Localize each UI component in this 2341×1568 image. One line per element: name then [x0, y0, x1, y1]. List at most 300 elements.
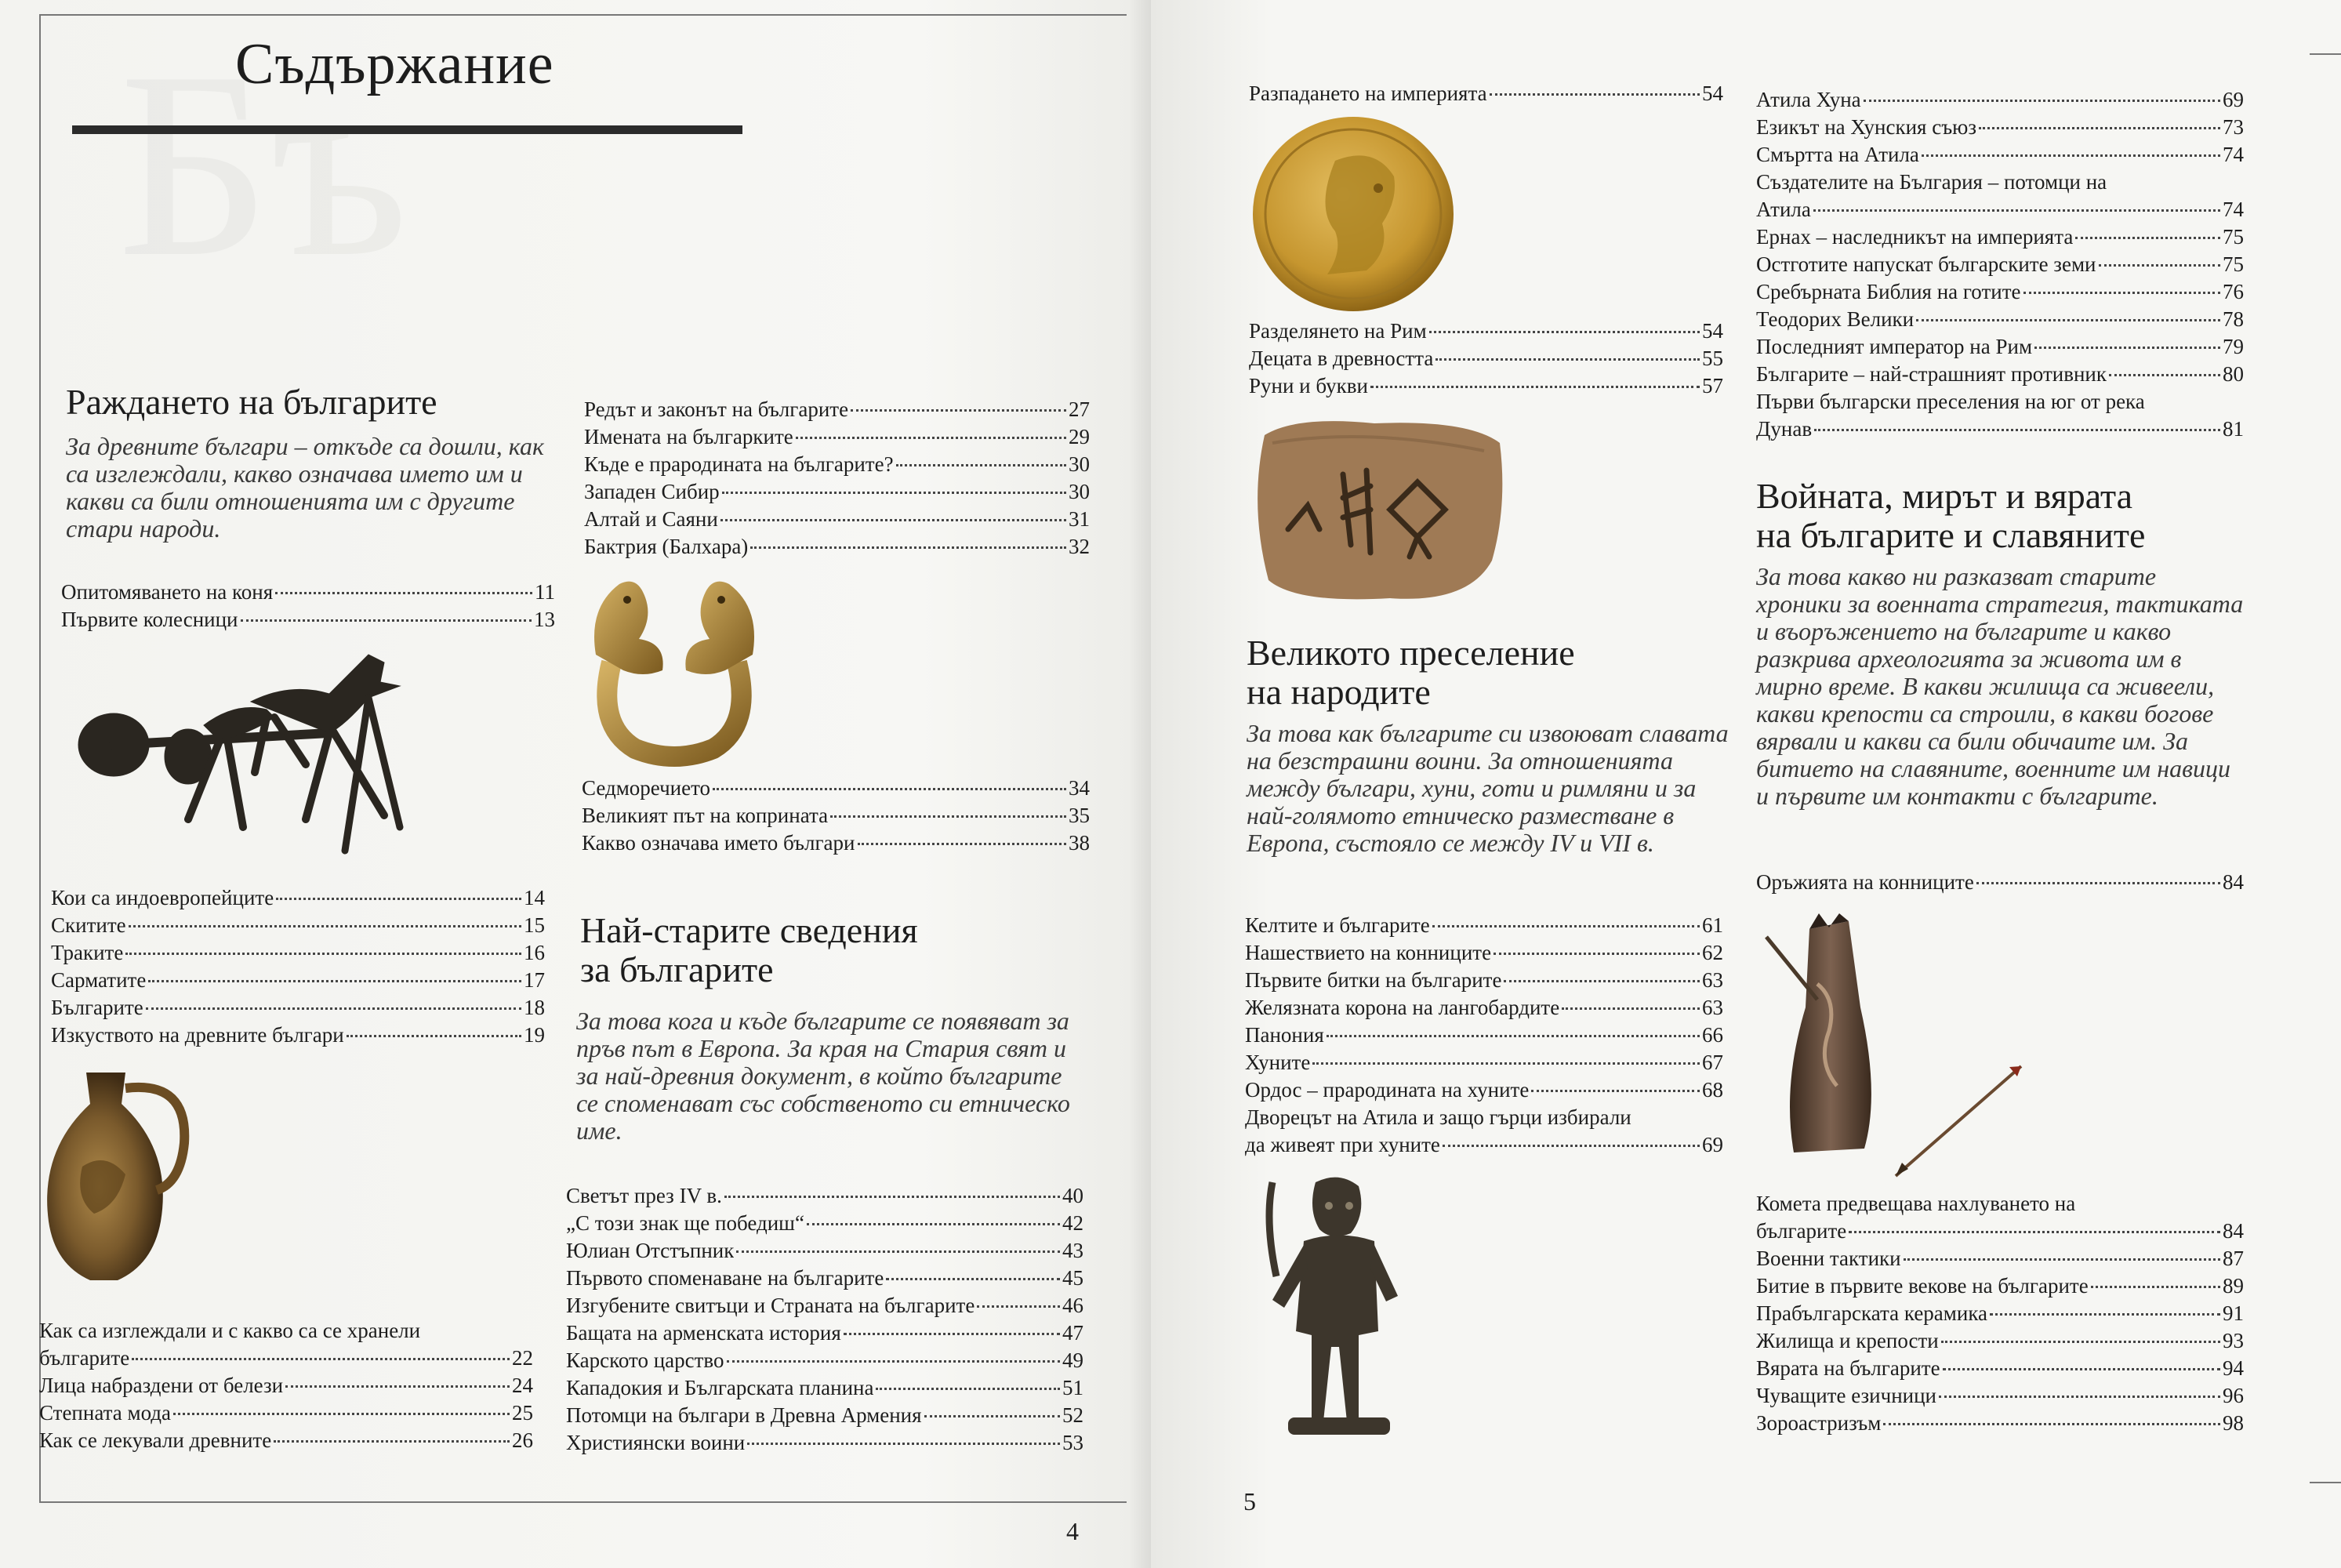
toc-dot-leader — [747, 1443, 1060, 1445]
toc-entry-title: Децата в древността — [1249, 347, 1434, 370]
toc-entry-row — [51, 884, 545, 912]
toc-entry[interactable] — [1756, 1382, 2244, 1410]
toc-entry-page: 51 — [1062, 1376, 1083, 1399]
toc-entry[interactable] — [1756, 1272, 2244, 1300]
toc-group-c — [39, 1317, 533, 1454]
toc-entry-row — [1245, 967, 1723, 994]
toc-entry-title: Изгубените свитъци и Страната на българите — [566, 1294, 975, 1317]
toc-entry-title: Чуващите езичници — [1756, 1384, 1937, 1407]
toc-entry-page: 73 — [2223, 115, 2244, 139]
section-title-war — [1756, 477, 2145, 555]
toc-entry[interactable] — [39, 1427, 533, 1454]
toc-entry-row — [1249, 345, 1723, 372]
toc-entry-row — [1756, 333, 2244, 361]
toc-entry-page: 93 — [2223, 1329, 2244, 1352]
toc-entry-page: 69 — [2223, 88, 2244, 111]
toc-entry[interactable] — [566, 1292, 1083, 1319]
toc-dot-leader — [1941, 1341, 2220, 1343]
toc-dot-leader — [1494, 953, 1700, 955]
toc-entry-page: 68 — [1702, 1078, 1723, 1102]
toc-entry[interactable] — [1756, 1355, 2244, 1382]
toc-dot-leader — [1327, 1035, 1700, 1037]
toc-dot-leader — [713, 788, 1066, 790]
toc-entry-title: Ернах – наследникът на империята — [1756, 225, 2074, 249]
toc-entry[interactable] — [1245, 1104, 1723, 1159]
toc-entry-row — [61, 579, 555, 606]
toc-entry-page: 16 — [524, 941, 545, 964]
toc-entry-row — [51, 994, 545, 1022]
toc-entry-title: българите — [1756, 1219, 1847, 1243]
toc-dot-leader — [1990, 1313, 2220, 1316]
toc-entry-row — [1756, 86, 2244, 114]
toc-dot-leader — [1531, 1090, 1700, 1092]
toc-entry-title: Келтите и българите — [1245, 913, 1430, 937]
toc-entry[interactable] — [566, 1402, 1083, 1429]
toc-entry-title: Западен Сибир — [584, 480, 720, 503]
toc-dot-leader — [844, 1333, 1060, 1335]
toc-entry-title: Какво означава името българи — [582, 831, 855, 855]
toc-entry-row — [584, 396, 1090, 423]
toc-dot-leader — [1435, 358, 1700, 361]
quiver-arrow-image — [1762, 913, 2029, 1180]
toc-entry-page: 75 — [2223, 225, 2244, 249]
toc-entry-page: 61 — [1702, 913, 1723, 937]
toc-entry[interactable] — [1756, 86, 2244, 114]
title-rule — [72, 125, 742, 134]
toc-entry[interactable] — [51, 1022, 545, 1049]
toc-entry[interactable] — [566, 1210, 1083, 1237]
toc-entry-row — [1245, 1049, 1723, 1076]
toc-entry[interactable] — [51, 967, 545, 994]
toc-entry-page: 46 — [1062, 1294, 1083, 1317]
section-title-oldest-line2: за българите — [580, 949, 774, 989]
toc-entry-title: Дунав — [1756, 417, 1813, 441]
toc-group-b — [51, 884, 545, 1049]
toc-group-j — [1756, 86, 2244, 443]
toc-entry-row — [1245, 1022, 1723, 1049]
toc-entry-row — [584, 506, 1090, 533]
toc-entry[interactable] — [1245, 967, 1723, 994]
toc-entry[interactable] — [566, 1319, 1083, 1347]
section-desc-migration: За това как българите си извоюват славата на безстрашни воини. За отношенията между българи, хуни, готи и римляни и за най-голямото етническо разместване в Европа, състояло се между IV и VII в. — [1247, 719, 1729, 857]
toc-entry[interactable] — [39, 1399, 533, 1427]
toc-dot-leader — [274, 1440, 510, 1443]
toc-entry-title: Опитомяването на коня — [61, 580, 274, 604]
toc-entry[interactable] — [582, 802, 1090, 829]
toc-entry-page: 96 — [2223, 1384, 2244, 1407]
toc-dot-leader — [129, 925, 521, 927]
toc-entry[interactable] — [1756, 1300, 2244, 1327]
toc-entry-title: Траките — [51, 941, 124, 964]
toc-group-k — [1756, 869, 2244, 896]
toc-entry-title: Вярата на българите — [1756, 1356, 1940, 1380]
toc-entry-page: 80 — [2223, 362, 2244, 386]
toc-entry-title: Потомци на българи в Древна Армения — [566, 1403, 922, 1427]
toc-dot-leader — [1443, 1145, 1700, 1147]
toc-entry[interactable] — [566, 1347, 1083, 1374]
toc-entry-title: Имената на българките — [584, 425, 793, 448]
toc-dot-leader — [1504, 980, 1700, 982]
toc-entry[interactable] — [582, 775, 1090, 802]
toc-entry-row — [61, 606, 555, 633]
toc-entry-page: 81 — [2223, 417, 2244, 441]
toc-entry[interactable] — [39, 1372, 533, 1399]
toc-entry-title: Ордос – прародината на хуните — [1245, 1078, 1530, 1102]
toc-entry[interactable] — [584, 396, 1090, 423]
toc-entry-title: Скитите — [51, 913, 126, 937]
toc-entry-title: Разделянето на Рим — [1249, 319, 1427, 343]
toc-dot-leader — [146, 1007, 521, 1010]
section-title-birth: Раждането на българите — [66, 382, 437, 422]
toc-entry-page: 30 — [1069, 452, 1090, 476]
left-page — [0, 0, 1151, 1568]
toc-entry[interactable] — [1756, 1245, 2244, 1272]
toc-dot-leader — [2109, 374, 2220, 376]
toc-entry-row — [1756, 1272, 2244, 1300]
toc-entry[interactable] — [1756, 869, 2244, 896]
toc-entry-row — [1756, 416, 2244, 443]
toc-entry-row — [584, 451, 1090, 478]
toc-entry-title: Атила Хуна — [1756, 88, 1861, 111]
toc-entry-title: Прабългарската керамика — [1756, 1301, 1988, 1325]
toc-entry[interactable] — [1249, 80, 1723, 107]
toc-dot-leader — [796, 437, 1066, 439]
toc-entry-title: Последният император на Рим — [1756, 335, 2033, 358]
toc-entry-title: Разпадането на империята — [1249, 82, 1487, 105]
toc-entry-title: да живеят при хуните — [1245, 1133, 1440, 1156]
toc-entry-page: 24 — [512, 1374, 533, 1397]
page-number-left: 4 — [1066, 1517, 1079, 1545]
toc-entry-title: Смъртта на Атила — [1756, 143, 1919, 166]
section-title-oldest — [580, 911, 918, 989]
toc-dot-leader — [1370, 386, 1700, 388]
toc-entry-page: 53 — [1062, 1431, 1083, 1454]
toc-entry-title: Военни тактики — [1756, 1247, 1901, 1270]
toc-entry[interactable] — [566, 1429, 1083, 1457]
toc-entry-title: Християнски воини — [566, 1431, 746, 1454]
toc-entry-page: 84 — [2223, 870, 2244, 894]
toc-entry-title: Първите битки на българите — [1245, 968, 1502, 992]
toc-entry-row — [39, 1345, 533, 1372]
toc-entry[interactable] — [1245, 1049, 1723, 1076]
toc-entry-row — [584, 478, 1090, 506]
toc-entry-row — [582, 829, 1090, 857]
toc-entry-page: 14 — [524, 886, 545, 909]
toc-entry-title: Българите – най-страшният противник — [1756, 362, 2107, 386]
toc-entry[interactable] — [1756, 388, 2244, 443]
toc-entry-row — [566, 1402, 1083, 1429]
toc-entry-page: 13 — [534, 608, 555, 631]
toc-entry-title: Сарматите — [51, 968, 147, 992]
toc-entry[interactable] — [566, 1237, 1083, 1265]
toc-entry[interactable] — [1756, 306, 2244, 333]
toc-entry-row — [1756, 223, 2244, 251]
toc-entry[interactable] — [566, 1182, 1083, 1210]
toc-entry-title: Руни и букви — [1249, 374, 1368, 397]
toc-entry-title: Жилища и крепости — [1756, 1329, 1939, 1352]
toc-entry-page: 22 — [512, 1346, 533, 1370]
toc-entry-row — [1249, 80, 1723, 107]
toc-entry-row — [1756, 306, 2244, 333]
toc-entry-title: Изкуството на древните българи — [51, 1023, 344, 1047]
toc-entry[interactable] — [1756, 141, 2244, 169]
toc-entry-title: Алтай и Саяни — [584, 507, 718, 531]
toc-entry-row — [1245, 1076, 1723, 1104]
toc-entry[interactable] — [1249, 318, 1723, 345]
toc-group-h — [1249, 318, 1723, 400]
toc-entry-page: 27 — [1069, 397, 1090, 421]
toc-entry[interactable] — [51, 884, 545, 912]
toc-entry-row — [584, 423, 1090, 451]
right-page — [1151, 0, 2341, 1568]
toc-entry-row — [1756, 1355, 2244, 1382]
toc-entry-title-line1: Първи български преселения на юг от река — [1756, 390, 2145, 413]
section-title-migration-line1: Великото преселение — [1247, 633, 1575, 673]
toc-entry-title: Лица набраздени от белези — [39, 1374, 284, 1397]
toc-group-f — [566, 1182, 1083, 1457]
toc-entry[interactable] — [1756, 114, 2244, 141]
toc-entry-page: 54 — [1702, 319, 1723, 343]
toc-entry-row — [39, 1372, 533, 1399]
toc-entry-row — [51, 912, 545, 939]
toc-entry-title: Остготите напускат българските земи — [1756, 252, 2096, 276]
toc-entry[interactable] — [566, 1265, 1083, 1292]
toc-entry-title: Къде е прародината на българите? — [584, 452, 894, 476]
toc-entry-page: 63 — [1702, 968, 1723, 992]
toc-entry-row — [51, 967, 545, 994]
toc-entry[interactable] — [582, 829, 1090, 857]
toc-entry-page: 75 — [2223, 252, 2244, 276]
toc-entry-page: 57 — [1702, 374, 1723, 397]
toc-entry-title: Атила — [1756, 198, 1811, 221]
toc-entry[interactable] — [1756, 223, 2244, 251]
toc-entry-title: Бащата на арменската история — [566, 1321, 841, 1345]
toc-entry-page: 18 — [524, 996, 545, 1019]
toc-entry[interactable] — [1249, 372, 1723, 400]
toc-entry-title: Теодорих Велики — [1756, 307, 1915, 331]
toc-entry[interactable] — [1756, 251, 2244, 278]
toc-entry[interactable] — [51, 939, 545, 967]
toc-entry-page: 78 — [2223, 307, 2244, 331]
toc-entry-row — [582, 802, 1090, 829]
toc-entry[interactable] — [1756, 1327, 2244, 1355]
toc-entry[interactable] — [39, 1317, 533, 1372]
toc-entry-page: 43 — [1062, 1239, 1083, 1262]
toc-dot-leader — [896, 464, 1066, 466]
toc-entry[interactable] — [1245, 1022, 1723, 1049]
section-title-migration — [1247, 633, 1575, 712]
toc-dot-leader — [347, 1035, 521, 1037]
toc-dot-leader — [125, 953, 521, 955]
toc-entry-title: Степната мода — [39, 1401, 172, 1425]
toc-entry-page: 98 — [2223, 1411, 2244, 1435]
page-number-right: 5 — [1243, 1487, 1256, 1515]
toc-entry-row — [566, 1319, 1083, 1347]
toc-entry-page: 34 — [1069, 776, 1090, 800]
toc-dot-leader — [1432, 925, 1700, 927]
toc-entry[interactable] — [1756, 333, 2244, 361]
gold-coin-image — [1249, 114, 1461, 318]
toc-entry-page: 40 — [1062, 1184, 1083, 1207]
toc-entry[interactable] — [1245, 912, 1723, 939]
toc-dot-leader — [276, 898, 521, 900]
toc-dot-leader — [1976, 882, 2220, 884]
toc-dot-leader — [1916, 319, 2220, 321]
toc-entry[interactable] — [61, 579, 555, 606]
toc-entry-title: Панония — [1245, 1023, 1324, 1047]
toc-entry-row — [1249, 372, 1723, 400]
toc-entry[interactable] — [1756, 1410, 2244, 1437]
golden-bracelet-image — [580, 568, 768, 768]
toc-entry[interactable] — [584, 506, 1090, 533]
toc-dot-leader — [750, 546, 1066, 549]
toc-dot-leader — [924, 1415, 1060, 1417]
toc-entry-page: 55 — [1702, 347, 1723, 370]
toc-entry-row — [1756, 141, 2244, 169]
toc-entry-page: 38 — [1069, 831, 1090, 855]
toc-entry[interactable] — [1249, 345, 1723, 372]
toc-entry[interactable] — [61, 606, 555, 633]
toc-entry-page: 76 — [2223, 280, 2244, 303]
toc-entry-row — [1249, 318, 1723, 345]
toc-entry[interactable] — [1245, 994, 1723, 1022]
toc-entry-page: 11 — [535, 580, 555, 604]
toc-entry-title: Седморечието — [582, 776, 711, 800]
right-page-frame — [2310, 53, 2341, 1483]
toc-group-l — [1756, 1190, 2244, 1437]
section-desc-war: За това какво ни разказват старите хроники за военната стратегия, тактиката и въоръжението на българите и какво разкрива археологията за живота им в мирно време. В какви жилища са живеели, какви крепости са строили, в какви богове вярвали и какви са били обичаите им. За битието на славяните, военните им навици и първите им контакти с българите. — [1756, 562, 2244, 810]
toc-entry-page: 63 — [1702, 996, 1723, 1019]
toc-group-g — [1249, 80, 1723, 107]
section-title-war-line1: Войната, мирът и вярата — [1756, 476, 2133, 516]
toc-entry-title: Кападокия и Българската планина — [566, 1376, 874, 1399]
toc-entry[interactable] — [1245, 1076, 1723, 1104]
toc-dot-leader — [2091, 1286, 2220, 1288]
toc-entry-title: „С този знак ще победиш“ — [566, 1211, 804, 1235]
toc-entry-row — [1245, 1131, 1723, 1159]
toc-entry-row — [566, 1292, 1083, 1319]
toc-entry-title: Юлиан Отстъпник — [566, 1239, 735, 1262]
toc-entry-row — [51, 939, 545, 967]
toc-dot-leader — [241, 619, 532, 622]
toc-entry-page: 31 — [1069, 507, 1090, 531]
toc-entry-title: Нашествието на конниците — [1245, 941, 1492, 964]
toc-dot-leader — [722, 492, 1066, 494]
toc-entry-row — [1756, 114, 2244, 141]
toc-entry[interactable] — [584, 533, 1090, 561]
toc-entry-title: Желязната корона на лангобардите — [1245, 996, 1560, 1019]
toc-group-a — [61, 579, 555, 633]
toc-entry[interactable] — [1756, 1190, 2244, 1245]
toc-entry-title: Редът и законът на българите — [584, 397, 849, 421]
toc-entry[interactable] — [566, 1374, 1083, 1402]
toc-entry-page: 49 — [1062, 1348, 1083, 1372]
toc-entry-title: българите — [39, 1346, 130, 1370]
toc-entry-row — [1756, 278, 2244, 306]
toc-dot-leader — [2034, 347, 2220, 349]
toc-entry[interactable] — [51, 994, 545, 1022]
section-title-oldest-line1: Най-старите сведения — [580, 910, 918, 950]
toc-dot-leader — [1490, 93, 1700, 96]
toc-dot-leader — [1429, 331, 1700, 333]
toc-entry[interactable] — [51, 912, 545, 939]
toc-entry-title-line1: Създателите на България – потомци на — [1756, 170, 2107, 194]
toc-entry-title: Светът през IV в. — [566, 1184, 722, 1207]
toc-entry-page: 94 — [2223, 1356, 2244, 1380]
toc-entry-page: 66 — [1702, 1023, 1723, 1047]
toc-dot-leader — [2075, 237, 2220, 239]
toc-entry-row — [566, 1182, 1083, 1210]
toc-dot-leader — [1883, 1423, 2220, 1425]
toc-dot-leader — [173, 1413, 510, 1415]
toc-dot-leader — [1849, 1231, 2220, 1233]
toc-dot-leader — [720, 519, 1066, 521]
toc-dot-leader — [1922, 154, 2220, 157]
toc-entry-page: 19 — [524, 1023, 545, 1047]
toc-entry-row — [1756, 1327, 2244, 1355]
toc-entry-row — [566, 1210, 1083, 1237]
toc-entry-title: Българите — [51, 996, 143, 1019]
toc-entry[interactable] — [1245, 939, 1723, 967]
toc-entry-title: Първите колесници — [61, 608, 238, 631]
toc-dot-leader — [736, 1250, 1060, 1253]
toc-dot-leader — [1813, 209, 2220, 212]
toc-entry-row — [39, 1399, 533, 1427]
toc-entry[interactable] — [584, 478, 1090, 506]
toc-entry-page: 17 — [524, 968, 545, 992]
toc-entry-row — [1245, 912, 1723, 939]
toc-dot-leader — [886, 1278, 1060, 1280]
toc-entry-row — [1756, 1300, 2244, 1327]
toc-entry-page: 26 — [512, 1428, 533, 1452]
toc-entry-title: Как се лекували древните — [39, 1428, 272, 1452]
toc-dot-leader — [132, 1358, 510, 1360]
section-desc-oldest: За това кога и къде българите се появяват за пръв път в Европа. За края на Стария свят и за най-древния документ, в който българите се споменават със собственото си етническо име. — [576, 1007, 1070, 1145]
toc-entry-title-line1: Дворецът на Атила и защо гърци избирали — [1245, 1105, 1631, 1129]
toc-group-d — [584, 396, 1090, 561]
runic-stone-image — [1249, 412, 1508, 608]
toc-entry-row — [1245, 939, 1723, 967]
toc-entry-row — [51, 1022, 545, 1049]
toc-entry-page: 89 — [2223, 1274, 2244, 1298]
toc-entry-row — [1756, 1382, 2244, 1410]
toc-entry[interactable] — [1756, 169, 2244, 223]
toc-entry[interactable] — [1756, 361, 2244, 388]
toc-entry-row — [584, 533, 1090, 561]
toc-entry-title: Битие в първите векове на българите — [1756, 1274, 2089, 1298]
section-title-war-line2: на българите и славяните — [1756, 515, 2146, 555]
toc-entry-page: 67 — [1702, 1051, 1723, 1074]
toc-entry-page: 45 — [1062, 1266, 1083, 1290]
toc-entry[interactable] — [584, 423, 1090, 451]
toc-entry-row — [566, 1429, 1083, 1457]
bronze-warrior-image — [1241, 1167, 1421, 1449]
toc-dot-leader — [727, 1360, 1061, 1363]
toc-entry-row — [566, 1265, 1083, 1292]
toc-entry-title: Сребърната Библия на готите — [1756, 280, 2021, 303]
toc-entry-page: 52 — [1062, 1403, 1083, 1427]
toc-entry-title: Кои са индоевропейците — [51, 886, 274, 909]
toc-dot-leader — [1943, 1368, 2220, 1370]
toc-dot-leader — [2023, 292, 2221, 294]
toc-dot-leader — [148, 980, 521, 982]
toc-entry[interactable] — [1756, 278, 2244, 306]
toc-entry-row — [1756, 1245, 2244, 1272]
toc-group-e — [582, 775, 1090, 857]
golden-jug-image — [39, 1057, 196, 1292]
toc-entry[interactable] — [584, 451, 1090, 478]
toc-dot-leader — [1904, 1258, 2220, 1261]
